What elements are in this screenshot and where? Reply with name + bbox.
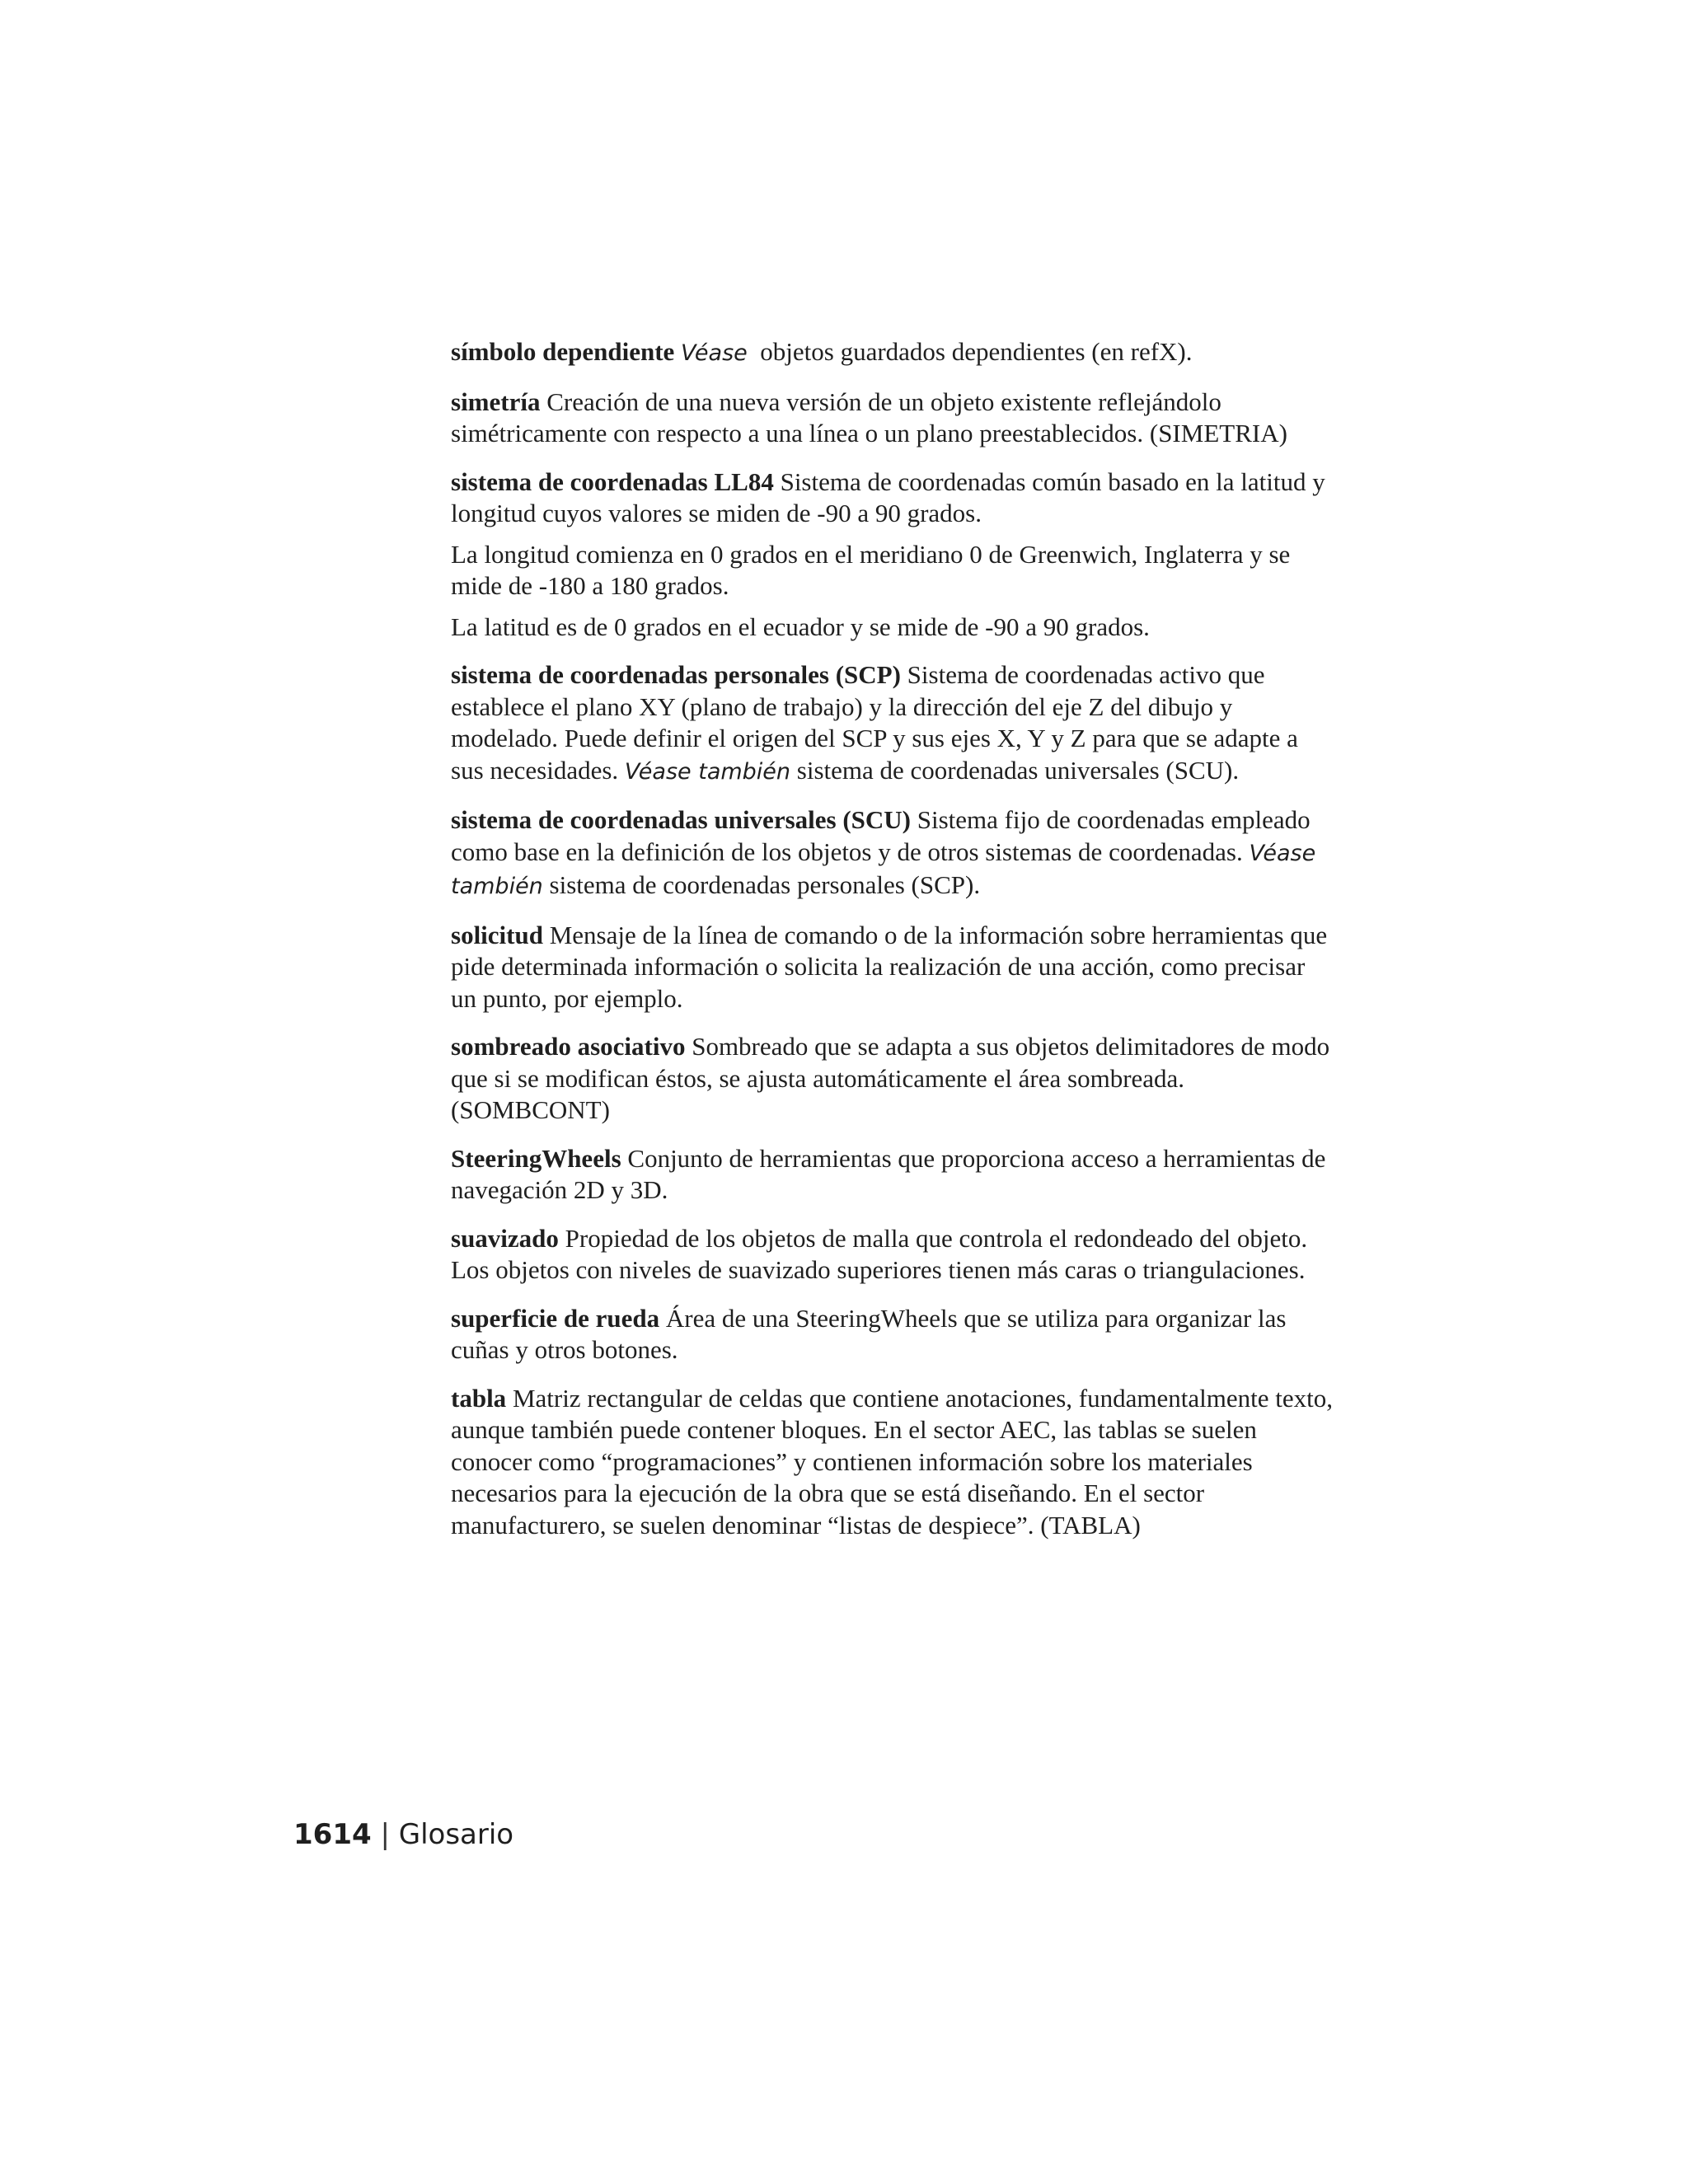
glossary-entry — [451, 336, 1333, 370]
entry-definition: Área de una SteeringWheels que se utiliza para organizar las cuñas y otros botones. — [451, 1303, 1287, 1364]
glossary-body — [451, 336, 1333, 1558]
footer-separator: | — [380, 1818, 390, 1851]
entry-term: sistema de coordenadas universales (SCU) — [451, 805, 911, 834]
entry-paragraph — [451, 1223, 1333, 1286]
entry-definition: Sistema de coordenadas activo que establece el plano XY (plano de trabajo) y la dirección del eje Z del dibujo y modelado. Puede definir el origen del SCP y sus ejes X, Y y Z para que se adapte a sus necesidades. — [451, 660, 1298, 785]
glossary-entry — [451, 659, 1333, 788]
entry-definition: Matriz rectangular de celdas que contiene anotaciones, fundamentalmente texto, aunque también puede contener bloques. En el sector AEC, las tablas se suelen conocer como “programaciones” y contienen información sobre los materiales necesarios para la ejecución de la obra que se está diseñando. En el sector manufacturero, se suelen denominar “listas de despiece”. (TABLA) — [451, 1383, 1333, 1540]
see-reference-label: Véase — [681, 340, 748, 366]
entry-term: símbolo dependiente — [451, 337, 675, 366]
glossary-entry — [451, 1223, 1333, 1286]
entry-paragraph — [451, 466, 1333, 530]
entry-term: simetría — [451, 387, 541, 416]
entry-paragraph — [451, 1303, 1333, 1366]
entry-paragraph — [451, 804, 1333, 903]
entry-definition: La latitud es de 0 grados en el ecuador y se mide de -90 a 90 grados. — [451, 612, 1150, 641]
entry-paragraph — [451, 612, 1333, 644]
entry-term: solicitud — [451, 920, 543, 949]
entry-definition: La longitud comienza en 0 grados en el meridiano 0 de Greenwich, Inglaterra y se mide de -180 a 180 grados. — [451, 539, 1291, 600]
entry-definition: Mensaje de la línea de comando o de la información sobre herramientas que pide determinada información o solicita la realización de una acción, como precisar un punto, por ejemplo. — [451, 920, 1328, 1013]
section-name: Glosario — [398, 1818, 514, 1851]
entry-paragraph — [451, 1143, 1333, 1207]
see-also-label: Véase también — [451, 840, 1316, 899]
glossary-entry — [451, 387, 1333, 450]
entry-term: tabla — [451, 1383, 507, 1413]
entry-definition: Creación de una nueva versión de un objeto existente reflejándolo simétricamente con respecto a una línea o un plano preestablecidos. (SIMETRIA) — [451, 387, 1287, 448]
see-also-target: sistema de coordenadas universales (SCU). — [796, 755, 1240, 785]
entry-paragraph — [451, 539, 1333, 602]
entry-definition: Sistema de coordenadas común basado en la latitud y longitud cuyos valores se miden de -90 a 90 grados. — [451, 466, 1325, 527]
entry-paragraph — [451, 387, 1333, 450]
entry-definition: objetos guardados dependientes (en refX). — [760, 337, 1193, 366]
glossary-entry — [451, 1031, 1333, 1127]
entry-paragraph — [451, 1031, 1333, 1127]
glossary-entry — [451, 920, 1333, 1015]
glossary-entry — [451, 466, 1333, 644]
see-also-target: sistema de coordenadas personales (SCP). — [549, 870, 981, 899]
glossary-entry — [451, 1143, 1333, 1207]
see-also-label: Véase también — [624, 758, 791, 785]
entry-definition: Propiedad de los objetos de malla que controla el redondeado del objeto. Los objetos con niveles de suavizado superiores tienen más caras o triangulaciones. — [451, 1223, 1308, 1284]
entry-paragraph — [451, 336, 1333, 370]
entry-definition: Conjunto de herramientas que proporciona acceso a herramientas de navegación 2D y 3D. — [451, 1143, 1326, 1204]
glossary-entry — [451, 804, 1333, 903]
entry-term: sombreado asociativo — [451, 1032, 686, 1061]
glossary-entry — [451, 1383, 1333, 1542]
entry-paragraph — [451, 920, 1333, 1015]
page-number: 1614 — [293, 1818, 372, 1851]
glossary-entry — [451, 1303, 1333, 1366]
entry-definition: Sistema fijo de coordenadas empleado como base en la definición de los objetos y de otros sistemas de coordenadas. — [451, 805, 1311, 866]
entry-term: superficie de rueda — [451, 1303, 660, 1333]
entry-paragraph — [451, 1383, 1333, 1542]
page-footer — [293, 1818, 513, 1851]
entry-term: SteeringWheels — [451, 1143, 621, 1173]
entry-paragraph — [451, 659, 1333, 788]
entry-term: sistema de coordenadas personales (SCP) — [451, 660, 901, 689]
entry-term: sistema de coordenadas LL84 — [451, 466, 774, 496]
entry-definition: Sombreado que se adapta a sus objetos delimitadores de modo que si se modifican éstos, se ajusta automáticamente el área sombreada. (SOMBCONT) — [451, 1032, 1330, 1124]
entry-term: suavizado — [451, 1223, 559, 1253]
